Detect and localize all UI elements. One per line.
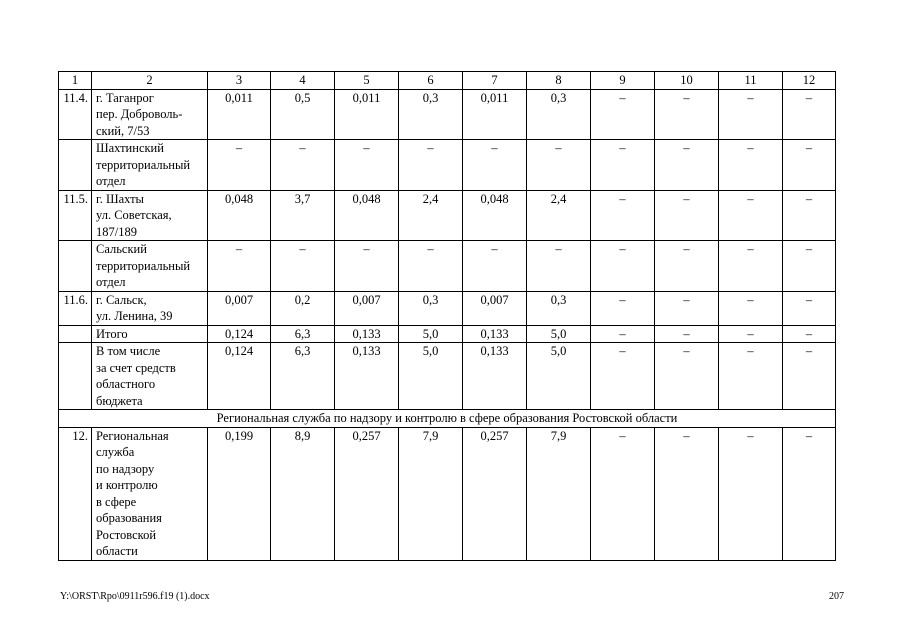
value-cell: – xyxy=(719,89,783,140)
row-name: г. Таганрог пер. Доброволь- ский, 7/53 xyxy=(92,89,208,140)
value-cell: – xyxy=(655,89,719,140)
table-row xyxy=(59,89,836,140)
value-cell: – xyxy=(719,325,783,343)
value-cell: 0,007 xyxy=(335,291,399,325)
value-cell: 0,133 xyxy=(463,343,527,410)
value-cell: 0,257 xyxy=(335,427,399,560)
value-cell: – xyxy=(783,241,836,292)
row-name: В том числе за счет средств областного бюджета xyxy=(92,343,208,410)
page-number: 207 xyxy=(829,591,844,602)
column-header: 11 xyxy=(719,72,783,90)
value-cell: – xyxy=(783,190,836,241)
value-cell: – xyxy=(655,343,719,410)
row-number xyxy=(59,241,92,292)
header-row xyxy=(59,72,836,90)
table-row xyxy=(59,291,836,325)
row-name: Региональная служба по надзору и контролю в сфере образования Ростовской области xyxy=(92,427,208,560)
value-cell: 7,9 xyxy=(399,427,463,560)
value-cell: 0,199 xyxy=(208,427,271,560)
value-cell: 5,0 xyxy=(399,325,463,343)
value-cell: – xyxy=(591,140,655,191)
column-header: 6 xyxy=(399,72,463,90)
row-number xyxy=(59,140,92,191)
row-number: 12. xyxy=(59,427,92,560)
value-cell: – xyxy=(783,427,836,560)
value-cell: 0,2 xyxy=(271,291,335,325)
value-cell: 0,5 xyxy=(271,89,335,140)
value-cell: 2,4 xyxy=(399,190,463,241)
row-name: Сальский территориальный отдел xyxy=(92,241,208,292)
value-cell: – xyxy=(335,140,399,191)
value-cell: 3,7 xyxy=(271,190,335,241)
value-cell: 6,3 xyxy=(271,343,335,410)
value-cell: – xyxy=(719,241,783,292)
value-cell: – xyxy=(591,241,655,292)
value-cell: – xyxy=(591,291,655,325)
value-cell: – xyxy=(335,241,399,292)
value-cell: 0,3 xyxy=(527,89,591,140)
value-cell: – xyxy=(783,291,836,325)
row-number: 11.6. xyxy=(59,291,92,325)
value-cell: 8,9 xyxy=(271,427,335,560)
value-cell: – xyxy=(783,343,836,410)
value-cell: – xyxy=(591,427,655,560)
value-cell: – xyxy=(527,241,591,292)
value-cell: – xyxy=(399,241,463,292)
table-row xyxy=(59,140,836,191)
value-cell: – xyxy=(655,325,719,343)
value-cell: 0,011 xyxy=(208,89,271,140)
value-cell: 5,0 xyxy=(399,343,463,410)
value-cell: – xyxy=(463,140,527,191)
value-cell: – xyxy=(783,325,836,343)
value-cell: 0,133 xyxy=(335,343,399,410)
value-cell: 0,048 xyxy=(335,190,399,241)
value-cell: – xyxy=(655,241,719,292)
value-cell: 0,124 xyxy=(208,343,271,410)
row-name: г. Шахты ул. Советская, 187/189 xyxy=(92,190,208,241)
row-number: 11.5. xyxy=(59,190,92,241)
value-cell: 0,007 xyxy=(208,291,271,325)
table-row xyxy=(59,427,836,560)
row-number xyxy=(59,343,92,410)
section-title: Региональная служба по надзору и контролю в сфере образования Ростовской области xyxy=(59,410,836,428)
value-cell: 0,048 xyxy=(208,190,271,241)
value-cell: 5,0 xyxy=(527,343,591,410)
table-row xyxy=(59,190,836,241)
value-cell: 7,9 xyxy=(527,427,591,560)
value-cell: – xyxy=(655,140,719,191)
value-cell: – xyxy=(271,140,335,191)
column-header: 2 xyxy=(92,72,208,90)
table-body xyxy=(59,72,836,561)
value-cell: – xyxy=(591,343,655,410)
table-row xyxy=(59,241,836,292)
column-header: 9 xyxy=(591,72,655,90)
value-cell: 0,133 xyxy=(463,325,527,343)
table-row xyxy=(59,343,836,410)
value-cell: 0,3 xyxy=(399,89,463,140)
value-cell: 2,4 xyxy=(527,190,591,241)
value-cell: 5,0 xyxy=(527,325,591,343)
value-cell: – xyxy=(655,427,719,560)
value-cell: – xyxy=(783,140,836,191)
value-cell: – xyxy=(655,291,719,325)
column-header: 3 xyxy=(208,72,271,90)
column-header: 7 xyxy=(463,72,527,90)
value-cell: – xyxy=(655,190,719,241)
column-header: 5 xyxy=(335,72,399,90)
value-cell: – xyxy=(719,343,783,410)
value-cell: – xyxy=(783,89,836,140)
value-cell: – xyxy=(591,190,655,241)
value-cell: – xyxy=(719,190,783,241)
value-cell: – xyxy=(208,140,271,191)
column-header: 4 xyxy=(271,72,335,90)
section-row xyxy=(59,410,836,428)
data-table xyxy=(58,71,836,561)
value-cell: 0,257 xyxy=(463,427,527,560)
column-header: 1 xyxy=(59,72,92,90)
value-cell: 0,3 xyxy=(527,291,591,325)
value-cell: 0,048 xyxy=(463,190,527,241)
column-header: 10 xyxy=(655,72,719,90)
column-header: 12 xyxy=(783,72,836,90)
value-cell: – xyxy=(591,325,655,343)
value-cell: – xyxy=(208,241,271,292)
value-cell: – xyxy=(463,241,527,292)
value-cell: 0,011 xyxy=(463,89,527,140)
value-cell: – xyxy=(527,140,591,191)
value-cell: – xyxy=(591,89,655,140)
row-name: Итого xyxy=(92,325,208,343)
row-name: Шахтинский территориальный отдел xyxy=(92,140,208,191)
column-header: 8 xyxy=(527,72,591,90)
value-cell: – xyxy=(719,140,783,191)
row-number xyxy=(59,325,92,343)
row-name: г. Сальск, ул. Ленина, 39 xyxy=(92,291,208,325)
value-cell: – xyxy=(399,140,463,191)
value-cell: – xyxy=(719,427,783,560)
value-cell: 0,011 xyxy=(335,89,399,140)
value-cell: – xyxy=(271,241,335,292)
value-cell: 0,124 xyxy=(208,325,271,343)
row-number: 11.4. xyxy=(59,89,92,140)
value-cell: 0,007 xyxy=(463,291,527,325)
table-row xyxy=(59,325,836,343)
value-cell: 0,3 xyxy=(399,291,463,325)
value-cell: 6,3 xyxy=(271,325,335,343)
value-cell: 0,133 xyxy=(335,325,399,343)
value-cell: – xyxy=(719,291,783,325)
footer-file-path: Y:\ORST\Rpo\0911r596.f19 (1).docx xyxy=(60,591,210,602)
